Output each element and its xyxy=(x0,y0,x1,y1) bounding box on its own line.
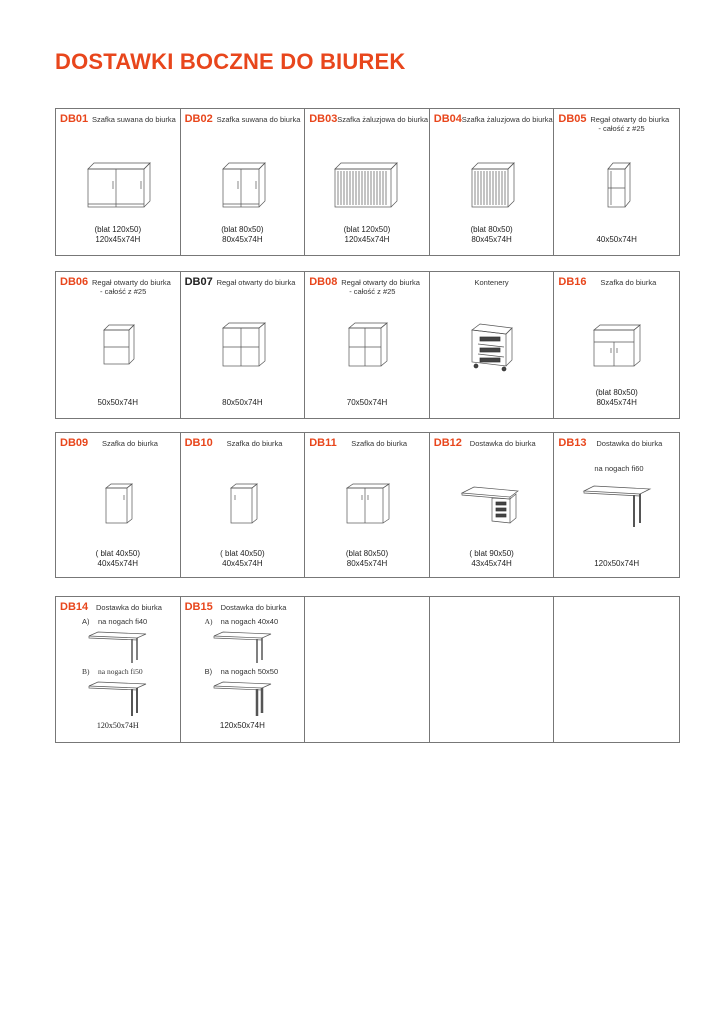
product-name: Regał otwarty do biurka xyxy=(590,115,670,124)
open-shelf-4-narrow-icon xyxy=(347,320,389,370)
product-name: Szafka suwana do biurka xyxy=(216,115,301,124)
product-blat: (blat 120x50) xyxy=(343,225,391,234)
product-code: DB07 xyxy=(184,276,213,288)
product-dimensions: 80x45x74H xyxy=(471,235,512,244)
product-dimensions: 120x50x74H xyxy=(219,721,265,730)
empty-cell xyxy=(305,597,430,742)
sliding-cabinet-wide-icon xyxy=(86,159,152,211)
product-dimensions: 80x50x74H xyxy=(222,398,263,407)
product-name: Dostawka do biurka xyxy=(596,439,663,448)
product-name: Dostawka do biurka xyxy=(96,603,162,612)
product-name: Szafka do biurka xyxy=(102,439,158,448)
product-cell-db09 xyxy=(56,433,181,577)
extension-variant-b-icon xyxy=(211,679,273,719)
product-code: DB04 xyxy=(433,113,462,125)
empty-cell xyxy=(430,597,555,742)
page-title: DOSTAWKI BOCZNE DO BIUREK xyxy=(55,49,406,74)
product-name: Szafka suwana do biurka xyxy=(92,115,176,124)
product-dimensions: 80x45x74H xyxy=(346,559,388,568)
product-name: Szafka do biurka xyxy=(351,439,408,448)
cabinet-door-icon xyxy=(104,481,134,527)
extension-variant-b-icon xyxy=(86,679,148,719)
empty-cell xyxy=(554,597,679,742)
product-code: DB05 xyxy=(558,113,587,125)
extension-variant-a-icon xyxy=(86,629,148,665)
variant-a-text: na nogach 40x40 xyxy=(220,617,279,626)
product-cell-db01 xyxy=(56,109,181,255)
product-name: Dostawka do biurka xyxy=(469,439,536,448)
product-name-note: - całość z #25 xyxy=(349,287,396,296)
product-blat: ( blat 40x50) xyxy=(95,549,141,558)
product-dimensions: 120x50x74H xyxy=(96,721,139,730)
product-blat: (blat 120x50) xyxy=(94,225,142,234)
product-row-4 xyxy=(55,596,680,743)
product-name-note: - całość z #25 xyxy=(598,124,645,133)
cabinet-door-icon xyxy=(229,481,259,527)
cabinet-open-top-icon xyxy=(592,322,642,370)
product-dimensions: 40x45x74H xyxy=(222,559,263,568)
product-code: DB09 xyxy=(60,437,89,449)
product-row-3 xyxy=(55,432,680,578)
product-code: DB03 xyxy=(309,113,338,125)
product-cell-db15 xyxy=(181,597,306,742)
product-cell-db12 xyxy=(430,433,555,577)
product-dimensions: 40x50x74H xyxy=(596,235,637,244)
product-code: DB02 xyxy=(184,113,213,125)
product-name: Szafka żaluzjowa do biurka xyxy=(461,115,553,124)
drawer-pedestal-icon xyxy=(468,320,516,372)
product-blat: (blat 80x50) xyxy=(221,225,264,234)
product-cell-db14 xyxy=(56,597,181,742)
variant-a-label: A) xyxy=(82,617,90,626)
product-code: DB13 xyxy=(558,437,587,449)
variant-b-text: na nogach fi50 xyxy=(98,667,143,676)
product-code: DB01 xyxy=(60,113,89,125)
product-row-1 xyxy=(55,108,680,256)
product-code: DB08 xyxy=(309,276,338,288)
product-code: DB11 xyxy=(309,437,337,449)
product-name: Regał otwarty do biurka xyxy=(341,278,420,287)
product-code: DB15 xyxy=(184,601,213,613)
product-dimensions: 120x45x74H xyxy=(344,235,390,244)
product-name: Regał otwarty do biurka xyxy=(92,278,171,287)
product-cell-db07 xyxy=(181,272,306,418)
extension-on-legs-icon xyxy=(580,483,652,531)
product-blat: (blat 80x50) xyxy=(345,549,389,558)
product-cell-db10 xyxy=(181,433,306,577)
product-subtitle: na nogach fi60 xyxy=(594,464,644,473)
product-cell-db08 xyxy=(305,272,430,418)
product-code: DB06 xyxy=(60,276,89,288)
product-name: Dostawka do biurka xyxy=(220,603,287,612)
product-cell-kontenery xyxy=(430,272,555,418)
variant-b-label: B) xyxy=(82,667,90,676)
open-shelf-icon xyxy=(102,322,136,368)
tambour-cabinet-wide-icon xyxy=(333,159,399,211)
product-blat: (blat 80x50) xyxy=(470,225,513,234)
product-cell-db03 xyxy=(305,109,430,255)
sliding-cabinet-icon xyxy=(221,159,267,211)
product-dimensions: 80x45x74H xyxy=(222,235,263,244)
variant-a-text: na nogach fi40 xyxy=(98,617,148,626)
product-name: Szafka do biurka xyxy=(226,439,283,448)
variant-a-label: A) xyxy=(204,617,213,626)
product-name: Regał otwarty do biurka xyxy=(216,278,296,287)
product-code: DB10 xyxy=(184,437,213,449)
product-dimensions: 80x45x74H xyxy=(596,398,637,407)
variant-b-label: B) xyxy=(204,667,213,676)
product-name: Kontenery xyxy=(474,278,509,287)
extension-variant-a-icon xyxy=(211,629,273,665)
product-name-note: - całość z #25 xyxy=(100,287,147,296)
extension-with-drawers-icon xyxy=(460,481,520,527)
open-shelf-narrow-icon xyxy=(606,159,632,211)
product-name: Szafka żaluzjowa do biurka xyxy=(337,115,429,124)
product-code: DB12 xyxy=(433,437,462,449)
product-dimensions: 40x45x74H xyxy=(97,559,139,568)
product-blat: ( blat 40x50) xyxy=(220,549,265,558)
product-blat: ( blat 90x50) xyxy=(469,549,514,558)
product-cell-db06 xyxy=(56,272,181,418)
product-dimensions: 70x50x74H xyxy=(346,398,388,407)
product-cell-db16 xyxy=(554,272,679,418)
product-cell-db04 xyxy=(430,109,555,255)
product-cell-db02 xyxy=(181,109,306,255)
variant-b-text: na nogach 50x50 xyxy=(220,667,279,676)
product-dimensions: 120x50x74H xyxy=(594,559,640,568)
product-code: DB16 xyxy=(558,276,587,288)
cabinet-double-door-icon xyxy=(345,481,391,527)
product-row-2 xyxy=(55,271,680,419)
product-dimensions: 50x50x74H xyxy=(97,398,139,407)
product-blat: (blat 80x50) xyxy=(595,388,638,397)
tambour-cabinet-icon xyxy=(470,159,516,211)
product-cell-db05 xyxy=(554,109,679,255)
product-dimensions: 120x45x74H xyxy=(95,235,141,244)
product-code: DB14 xyxy=(60,601,89,613)
product-cell-db11 xyxy=(305,433,430,577)
open-shelf-4-icon xyxy=(221,320,267,370)
product-dimensions: 43x45x74H xyxy=(471,559,512,568)
product-name: Szafka do biurka xyxy=(600,278,657,287)
product-cell-db13 xyxy=(554,433,679,577)
